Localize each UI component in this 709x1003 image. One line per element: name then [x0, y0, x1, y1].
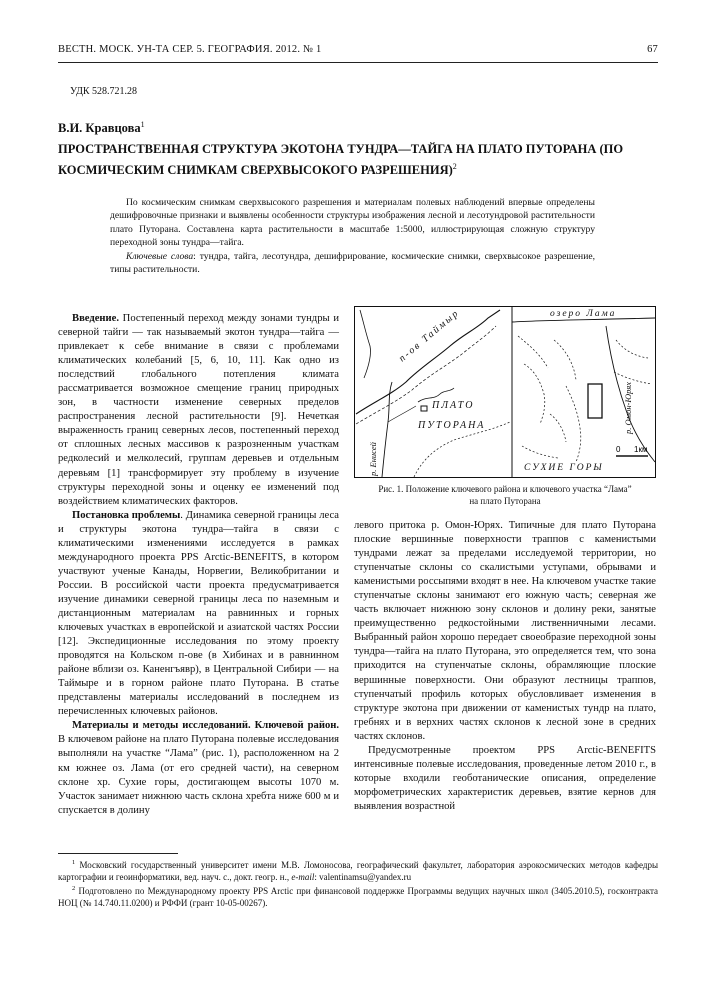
- location-map: [354, 306, 656, 478]
- section-heading-problem: Постановка проблемы: [72, 509, 181, 521]
- label-yenisei: р. Енисей: [368, 442, 378, 476]
- scale-unit: 1км: [634, 445, 648, 454]
- paragraph-fieldwork: Предусмотренные проектом PPS Arctic-BENEFITS интенсивные полевые исследования, проведенные летом 2010 г., в которые входили геоботанические описания, определение морфометрических характеристик деревьев, взятие кернов для выявления возрастной: [354, 744, 656, 812]
- paragraph-site: левого притока р. Омон-Юрях. Типичные для плато Путорана плоские вершинные поверхности траппов с каменистыми тундрами лежат за пределами исследуемой территории, но ступенчатые склоны со скалистыми уступами, обрывами и каменистыми россыпями входят в нее. На ключевом участке такие ступенчатые склоны занимают его южную часть; северная же часть включает нижнюю зону склонов и долину реки, занятые преимущественно редкостойными лиственничными лесами. Выбранный район хорошо передает своеобразие переходной зоны тундра—тайга на плато Путорана, это определяется тем, что зона приходится на ступенчатые склоны, обрамляющие плоские вершинные поверхности. Они образуют лестницы траппов, ступенчатый профиль которых обусловливает изменения в структуре экотона при движении от каменистых тундр на плато, гребнях и в верхних частях склонов к лесной зоне в средних частях склонов.: [354, 520, 656, 742]
- footnote-1: [58, 857, 658, 883]
- section-heading-methods: Материалы и методы исследований. Ключевой район.: [72, 720, 339, 732]
- author: [58, 120, 145, 136]
- label-omon: р. Омон-Юрях: [623, 382, 633, 434]
- keywords: [110, 250, 595, 277]
- section-heading-intro: Введение.: [72, 313, 119, 324]
- keywords-list: : тундра, тайга, лесотундра, дешифрирование, космические снимки, сверхвысокое разрешение, типы растительности.: [110, 250, 595, 276]
- intro-text: Постепенный переход между зонами тундры и северной тайги — так называемый экотон тундра—тайга — привлекает к себе внимание в связи с проблемами климатических колебаний [5, 6, 10, 11]. Как одно из последствий глобального потепления климата рассматривается возможное смещение границ природных зон, в частности изменение северных пределов распространения лесной растительности [9]. Нечеткая выраженность границ северных лесов, постепенный переход от сплошных лесных массивов к разрозненным участкам редколесий и мелколесий, группам деревьев и отдельным деревьям [1] трансформирует эту проблему в изучение структуры переходной зоны и оценку ее изменений под воздействием климатических факторов.: [58, 313, 339, 507]
- label-mountains: СУХИЕ ГОРЫ: [524, 463, 604, 473]
- footnote-2-mark: 2: [72, 885, 76, 892]
- footnote-1-text: Московский государственный университет имени М.В. Ломоносова, географический факультет, лаборатория аэрокосмических методов кафедры картографии и геоинформатики, вед. науч. с., докт. геогр. н.,: [58, 860, 658, 882]
- journal-title: ВЕСТН. МОСК. УН-ТА СЕР. 5. ГЕОГРАФИЯ. 2012. № 1: [58, 44, 322, 55]
- footnotes: [58, 857, 658, 909]
- scale-zero: 0: [616, 445, 621, 454]
- footnote-1-mark: 1: [72, 859, 76, 866]
- figure-caption: [354, 484, 656, 507]
- abstract: [110, 196, 595, 276]
- map-frame: [355, 307, 656, 478]
- paragraph-intro: [58, 312, 339, 509]
- right-column: [354, 519, 656, 814]
- figure-map: [354, 306, 656, 478]
- footnote-1-email-label: e-mail: [291, 872, 315, 882]
- footnote-2: [58, 883, 658, 909]
- page-number: 67: [647, 44, 658, 55]
- left-column: [58, 312, 339, 818]
- label-peninsula: п-ов Таймыр: [396, 307, 462, 365]
- figure-caption-line-1: Рис. 1. Положение ключевого района и ключевого участка “Лама”: [378, 484, 632, 494]
- paragraph-methods: [58, 719, 339, 817]
- keywords-label: Ключевые слова: [126, 250, 194, 262]
- article-title-text: ПРОСТРАНСТВЕННАЯ СТРУКТУРА ЭКОТОНА ТУНДРА—ТАЙГА НА ПЛАТО ПУТОРАНА (ПО КОСМИЧЕСКИМ СНИМКАМ СВЕРХВЫСОКОГО РАЗРЕШЕНИЯ): [58, 142, 624, 178]
- author-name: В.И. Кравцова: [58, 121, 141, 136]
- label-lake: озеро Лама: [550, 309, 617, 319]
- label-plateau-1: ПЛАТО: [432, 400, 475, 411]
- running-header: [58, 44, 658, 60]
- header-rule: [58, 62, 658, 63]
- paragraph-problem: [58, 509, 339, 720]
- methods-text: В ключевом районе на плато Путорана полевые исследования выполняли на участке “Лама” (рис. 1), расположенном на 2 км южнее оз. Лама (от его средней части), на северном склоне хр. Сухие горы, достигающем высоты 1070 м. Участок занимает нижнюю часть склона хребта ниже 600 м и спускается в долину: [58, 734, 339, 816]
- footnote-1-email: : valentinamsu@yandex.ru: [314, 872, 412, 882]
- footnote-rule: [58, 853, 178, 854]
- abstract-text: По космическим снимкам сверхвысокого разрешения и материалам полевых наблюдений впервые определены дешифровочные признаки и выявлены особенности структуры изображения лесной и лесотундровой растительности плато Путорана. Составлена карта растительности в масштабе 1:5000, иллюстрирующая сложную структуру переходной зоны тундра—тайга.: [110, 197, 595, 249]
- author-footnote-mark: 1: [140, 120, 145, 129]
- footnote-2-text: Подготовлено по Международному проекту PPS Arctic при финансовой поддержке Программы ведущих научных школ (3405.2010.5), госконтракта НОЦ (№ 14.740.11.0200) и РФФИ (грант 10-05-00267).: [58, 886, 658, 908]
- title-footnote-mark: 2: [452, 162, 457, 171]
- article-title: [58, 141, 658, 179]
- label-plateau-2: ПУТОРАНА: [418, 420, 486, 431]
- problem-text: . Динамика северной границы леса и структуры экотона тундра—тайга в связи с климатическими изменениями исследуется в рамках международного проекта PPS Arctic-BENEFITS, в котором участвуют ученые Канады, Норвегии, Великобритании и России. В российской части проекта предусматривается изучение динамики северной границы леса по наземным и дистанционным материалам на равнинных и горных ключевых участках в европейской и азиатской частях России [12]. Экспедиционные исследования по этому проекту проводятся на Кольском п-ове (в Хибинах и в равнинном районе вблизи оз. Каненгъявр), в Центральной Сибири — на Таймыре и в горном районе плато Путорана. В статье представлены материалы исследований в последнем из перечисленных ключевых районов.: [58, 509, 340, 718]
- udk-code: УДК 528.721.28: [70, 86, 138, 97]
- figure-caption-line-2: на плато Путорана: [469, 495, 541, 506]
